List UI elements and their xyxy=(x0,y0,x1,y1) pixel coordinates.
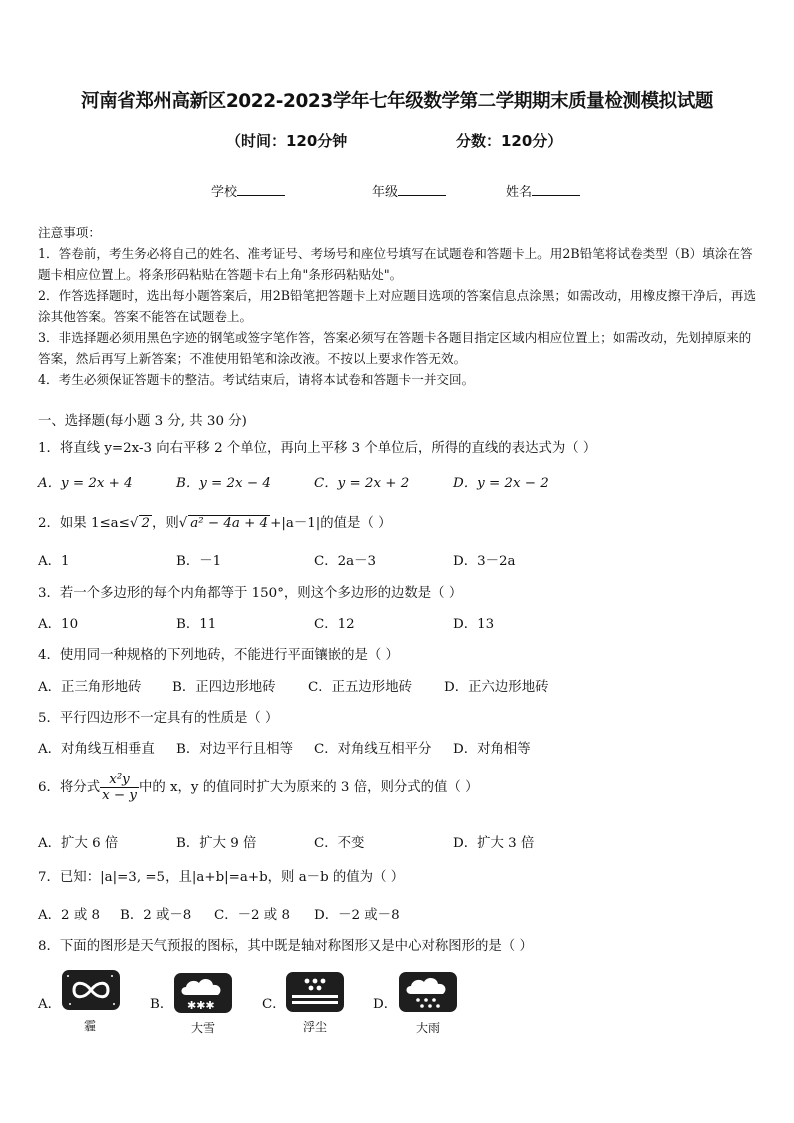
q6-denominator: x − y xyxy=(102,788,137,803)
haze-icon xyxy=(62,970,120,1010)
q4-option-b: B．正四边形地砖 xyxy=(172,680,276,695)
question-4: 4．使用同一种规格的下列地砖，不能进行平面镶嵌的是（ ） xyxy=(38,648,399,663)
question-6 xyxy=(38,772,478,803)
q2-radicand: a² − 4a + 4 xyxy=(190,516,269,531)
question-5: 5．平行四边形不一定具有的性质是（ ） xyxy=(38,711,279,726)
q2-option-d: D．3－2a xyxy=(453,554,516,569)
q8-option-c-letter: C． xyxy=(262,997,286,1012)
q5-option-b: B．对边平行且相等 xyxy=(176,742,293,757)
question-3: 3．若一个多边形的每个内角都等于 150°，则这个多边形的边数是（ ） xyxy=(38,586,463,601)
q2-option-c: C．2a－3 xyxy=(314,554,377,569)
grade-label: 年级 xyxy=(372,185,399,200)
q4-option-c: C．正五边形地砖 xyxy=(308,680,412,695)
q8-option-d-letter: D． xyxy=(373,997,398,1012)
school-field xyxy=(211,181,285,200)
q6-option-d: D．扩大 3 倍 xyxy=(453,836,535,851)
question-8: 8．下面的图形是天气预报的图标，其中既是轴对称图形又是中心对称图形的是（ ） xyxy=(38,939,533,954)
q3-option-d: D．13 xyxy=(453,617,495,632)
q8-option-d-caption: 大雨 xyxy=(415,1021,440,1035)
q8-option-a-caption: 霾 xyxy=(83,1019,96,1033)
name-field xyxy=(506,181,580,200)
floating-dust-icon xyxy=(286,972,344,1012)
notes-heading: 注意事项： xyxy=(38,225,101,240)
q2-option-a: A．1 xyxy=(38,554,70,569)
q6-stem-pre: 6．将分式 xyxy=(38,780,101,795)
q5-option-c: C．对角线互相平分 xyxy=(314,742,432,757)
q8-option-b-caption: 大雪 xyxy=(190,1021,215,1035)
q7-option-d: D．－2 或－8 xyxy=(314,908,400,923)
question-7: 7．已知：|a|=3, =5，且|a+b|=a+b，则 a－b 的值为（ ） xyxy=(38,870,405,885)
note-item-1: 1．答卷前，考生务必将自己的姓名、准考证号、考场号和座位号填写在试题卷和答题卡上。用2B铅笔将试卷类型（B）填涂在答题卡相应位置上。将条形码粘贴在答题卡右上角"条形码粘贴处"。 xyxy=(38,246,753,282)
q7-option-c: C．－2 或 8 xyxy=(214,908,290,923)
section-heading: 一、选择题(每小题 3 分, 共 30 分) xyxy=(38,414,247,429)
q7-option-b: B．2 或－8 xyxy=(120,908,192,923)
question-2: 2．如果 1≤a≤√ 2 ，则√ a² − 4a + 4 +|a－1|的值是（ ） xyxy=(38,516,392,531)
note-item-3: 3．非选择题必须用黑色字迹的钢笔或签字笔作答，答案必须写在答题卡各题目指定区域内相应位置上；如需改动，先划掉原来的答案，然后再写上新答案；不准使用铅笔和涂改液。不按以上要求作答无效。 xyxy=(38,330,752,366)
name-blank xyxy=(532,183,580,196)
grade-field xyxy=(372,181,446,200)
question-1: 1．将直线 y=2x-3 向右平移 2 个单位，再向上平移 3 个单位后，所得的直线的表达式为（ ） xyxy=(38,441,597,456)
q7-option-a: A．2 或 8 xyxy=(38,908,101,923)
grade-blank xyxy=(398,183,446,196)
q1-option-b: B．y = 2x − 4 xyxy=(176,476,271,491)
name-label: 姓名 xyxy=(506,185,533,200)
q6-option-b: B．扩大 9 倍 xyxy=(176,836,257,851)
notes-block xyxy=(38,222,758,390)
q2-sqrt-two: 2 xyxy=(141,516,150,531)
q6-fraction xyxy=(100,772,139,803)
note-item-2: 2．作答选择题时，选出每小题答案后，用2B铅笔把答题卡上对应题目选项的答案信息点涂黑；如需改动，用橡皮擦干净后，再选涂其他答案。答案不能答在试题卷上。 xyxy=(38,288,756,324)
q2-stem-pre: 2．如果 1≤a≤ xyxy=(38,516,130,531)
q4-option-d: D．正六边形地砖 xyxy=(444,680,549,695)
q1-option-d: D．y = 2x − 2 xyxy=(453,476,549,491)
exam-title: 河南省郑州高新区2022-2023学年七年级数学第二学期期末质量检测模拟试题 xyxy=(81,91,713,112)
q1-option-c: C．y = 2x + 2 xyxy=(314,476,410,491)
q2-option-b: B．－1 xyxy=(176,554,222,569)
q4-option-a: A．正三角形地砖 xyxy=(38,680,142,695)
q1-option-a: A．y = 2x + 4 xyxy=(38,476,133,491)
svg-text:✱✱✱: ✱✱✱ xyxy=(187,999,215,1012)
exam-score: 分数：120分） xyxy=(456,132,563,150)
q6-option-c: C．不变 xyxy=(314,836,365,851)
school-label: 学校 xyxy=(211,185,238,200)
q3-option-c: C．12 xyxy=(314,617,355,632)
q5-option-d: D．对角相等 xyxy=(453,742,531,757)
q5-option-a: A．对角线互相垂直 xyxy=(38,742,155,757)
q8-option-b-letter: B． xyxy=(150,997,174,1012)
note-item-4: 4．考生必须保证答题卡的整洁。考试结束后，请将本试卷和答题卡一并交回。 xyxy=(38,372,475,387)
heavy-snow-icon xyxy=(174,973,232,1013)
q3-option-a: A．10 xyxy=(38,617,79,632)
q2-stem-post: +|a－1|的值是（ ） xyxy=(270,516,392,531)
q6-numerator: x²y xyxy=(100,772,139,788)
q3-option-b: B．11 xyxy=(176,617,217,632)
q6-option-a: A．扩大 6 倍 xyxy=(38,836,119,851)
q2-stem-mid: ，则 xyxy=(151,516,179,531)
exam-time: （时间：120分钟 xyxy=(226,132,348,150)
heavy-rain-icon xyxy=(399,972,457,1012)
q8-option-a-letter: A． xyxy=(38,997,62,1012)
q8-option-c-caption: 浮尘 xyxy=(302,1020,327,1034)
q6-stem-post: 中的 x，y 的值同时扩大为原来的 3 倍，则分式的值（ ） xyxy=(138,780,479,795)
school-blank xyxy=(237,183,285,196)
